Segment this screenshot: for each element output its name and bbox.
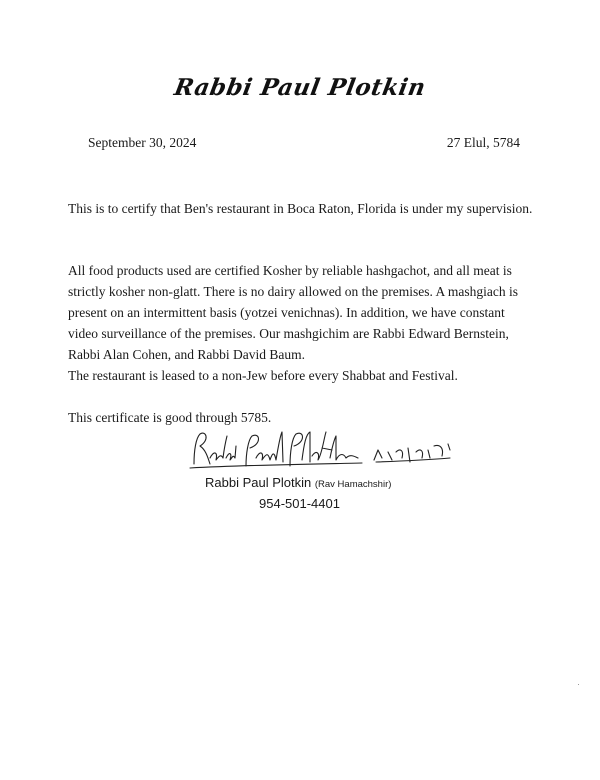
date-hebrew: 27 Elul, 5784 [446,135,520,150]
signer-title: (Rav Hamachshir) [314,479,392,490]
signer-block [205,475,391,490]
supervision-details [68,260,538,386]
lease-paragraph: The restaurant is leased to a non-Jew before every Shabbat and Festival. [68,368,458,383]
scan-speck [578,684,579,685]
date-gregorian: September 30, 2024 [88,135,197,150]
validity-paragraph: This certificate is good through 5785. [68,410,272,425]
letterhead-title: Rabbi Paul Plotkin [172,74,428,101]
certification-paragraph: This is to certify that Ben's restaurant in Boca Raton, Florida is under my supervision. [68,201,533,216]
signer-name: Rabbi Paul Plotkin [205,475,312,490]
signer-phone: 954-501-4401 [259,496,340,511]
handwritten-signature [186,428,454,470]
supervision-paragraph: All food products used are certified Kosher by reliable hashgachot, and all meat is strictly kosher non-glatt. There is no dairy allowed on the premises. A mashgiach is present on an intermittent basis (yotzei venichnas). In addition, we have constant video surveillance of the premises. Our mashgichim are Rabbi Edward Bernstein, Rabbi Alan Cohen, and Rabbi David Baum. [68,263,519,362]
